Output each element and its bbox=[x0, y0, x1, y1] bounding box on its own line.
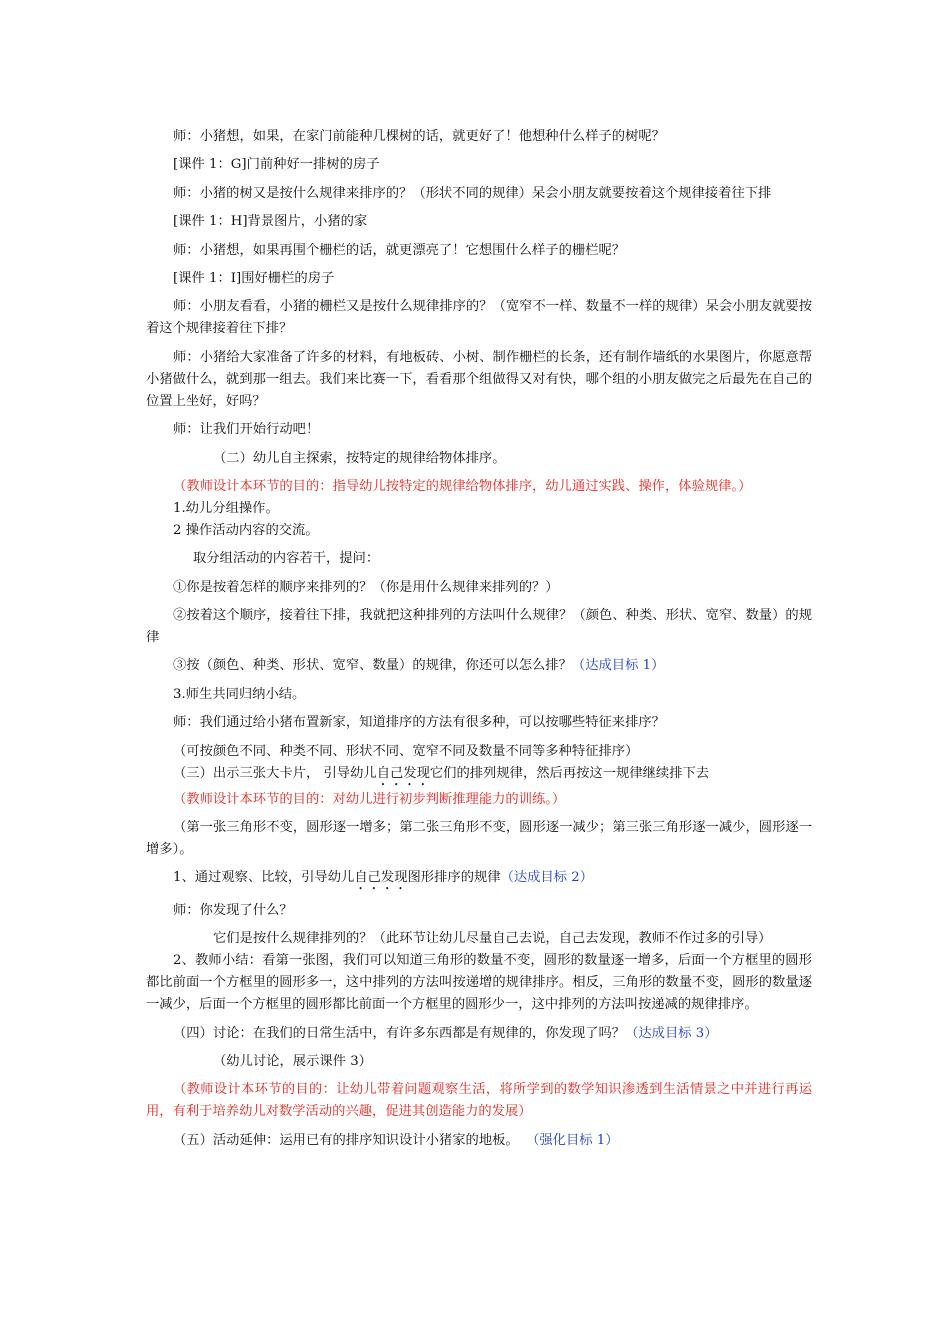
section-heading: （二）幼儿自主探索，按特定的规律给物体排序。 bbox=[213, 450, 506, 466]
paragraph: 师：小猪想，如果，在家门前能种几棵树的话，就更好了！他想种什么样子的树呢？ bbox=[173, 129, 665, 144]
paragraph: 师：小猪的树又是按什么规律来排序的？（形状不同的规律）呆会小朋友就要按着这个规律接着往下排 bbox=[173, 185, 772, 201]
paragraph: 师：让我们开始行动吧！ bbox=[173, 422, 320, 438]
paragraph: 师：小猪想，如果再围个栅栏的话，就更漂亮了！它想围什么样子的栅栏呢？ bbox=[173, 242, 626, 258]
list-item bbox=[146, 867, 812, 893]
paragraph: 师：我们通过给小猪布置新家，知道排序的方法有很多种，可以按哪些特征来排序？ bbox=[173, 715, 665, 731]
section-heading bbox=[146, 1023, 812, 1045]
paragraph: （可按颜色不同、种类不同、形状不同、宽窄不同及数量不同等多种特征排序） bbox=[173, 743, 639, 759]
goal-tag: （达成目标 1） bbox=[571, 658, 665, 674]
heading-text-start: （三）出示三张大卡片， 引导幼儿 bbox=[173, 765, 377, 781]
section-heading bbox=[146, 1130, 812, 1152]
question-item bbox=[146, 655, 812, 677]
paragraph: （第一张三角形不变，圆形逐一增多；第二张三角形不变，圆形逐一减少；第三张三角形逐一减少，圆形逐一增多）。 bbox=[146, 820, 812, 858]
heading-text-end: 它们的排列规律，然后再按这一规律继续排下去 bbox=[429, 765, 710, 781]
list-item: 3.师生共同归纳小结。 bbox=[173, 686, 306, 702]
list-item: 1.幼儿分组操作。 bbox=[173, 500, 279, 516]
paragraph: 它们是按什么规律排列的？（此环节让幼儿尽量自己去说，自己去发现，教师不作过多的引导） bbox=[213, 931, 772, 947]
courseware-note: [课件 1：H]背景图片，小猪的家 bbox=[173, 214, 368, 230]
paragraph: 师：小猪给大家准备了许多的材料，有地板砖、小树、制作栅栏的长条，还有制作墙纸的水果图片，你愿意帮小猪做什么，就到那一组去。我们来比赛一下，看看那个组做得又对有快，哪个组的小朋友做完之后最先在自己的位置上坐好，好吗？ bbox=[146, 349, 812, 409]
goal-tag: （达成目标 2） bbox=[500, 870, 594, 886]
paragraph: 师：你发现了什么？ bbox=[173, 902, 293, 918]
question-text: ③按（颜色、种类、形状、宽窄、数量）的规律，你还可以怎么排？ bbox=[173, 658, 572, 674]
heading-text: （五）活动延伸：运用已有的排序知识设计小猪家的地板。 bbox=[173, 1132, 519, 1148]
design-purpose-note: （教师设计本环节的目的：指导幼儿按特定的规律给物体排序，幼儿通过实践、操作，体验规律。） bbox=[173, 478, 752, 494]
emphasized-text: 自己发现 bbox=[376, 765, 430, 781]
heading-text: （四）讨论：在我们的日常生活中，有许多东西都是有规律的，你发现了吗？ bbox=[173, 1025, 626, 1041]
list-item: 2 操作活动内容的交流。 bbox=[173, 522, 319, 538]
goal-tag: （强化目标 1） bbox=[532, 1132, 619, 1148]
courseware-note: [课件 1：I]围好栅栏的房子 bbox=[173, 270, 335, 286]
emphasized-text: 自己发现 bbox=[354, 870, 408, 886]
paragraph: 师：小朋友看看，小猪的栅栏又是按什么规律排序的？（宽窄不一样、数量不一样的规律）呆会小朋友就要按着这个规律接着往下排？ bbox=[146, 299, 812, 337]
design-purpose-note: （教师设计本环节的目的：对幼儿进行初步判断推理能力的训练。） bbox=[173, 791, 566, 807]
paragraph: 取分组活动的内容若干，提问： bbox=[193, 551, 380, 567]
design-purpose-note: （教师设计本环节的目的：让幼儿带着问题观察生活，将所学到的数学知识渗透到生活情景之中并进行再运用，有利于培养幼儿对数学活动的兴趣，促进其创造能力的发展） bbox=[146, 1082, 812, 1120]
paragraph: （幼儿讨论，展示课件 3） bbox=[213, 1053, 372, 1069]
question-item: ②按着这个顺序，接着往下排，我就把这种排列的方法叫什么规律？（颜色、种类、形状、宽窄、数量）的规律 bbox=[146, 608, 812, 646]
document-page bbox=[146, 126, 812, 1152]
section-heading bbox=[146, 763, 812, 789]
goal-tag: （达成目标 3） bbox=[625, 1025, 718, 1041]
item-text-start: 1、通过观察、比较，引导幼儿 bbox=[173, 870, 355, 886]
summary-paragraph: 2、教师小结：看第一张图，我们可以知道三角形的数量不变，圆形的数量逐一增多，后面一个方框里的圆形都比前面一个方框里的圆形多一，这中排列的方法叫按递增的规律排序。相反，三角形的数量不变，圆形的数量逐一减少，后面一个方框里的圆形都比前面一个方框里的圆形少一，这中排列的方法叫按递减的规律排序。 bbox=[146, 953, 812, 1013]
courseware-note: [课件 1：G]门前种好一排树的房子 bbox=[173, 157, 380, 173]
item-text-end: 图形排序的规律 bbox=[407, 870, 501, 886]
question-item: ①你是按着怎样的顺序来排列的？（你是用什么规律来排列的？） bbox=[173, 579, 559, 595]
